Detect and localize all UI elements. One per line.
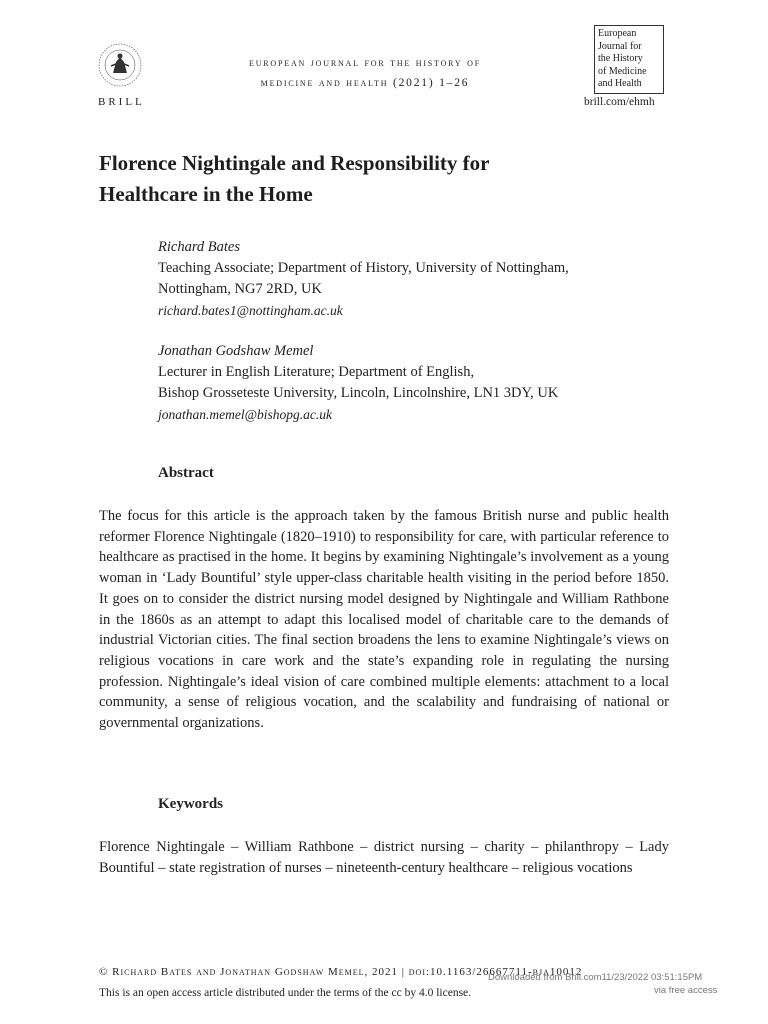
journal-box-line: and Health — [598, 78, 642, 89]
journal-running-head — [200, 53, 530, 93]
brill-seal-icon — [97, 42, 143, 88]
journal-title-box — [594, 25, 664, 94]
author-block-memel — [158, 341, 678, 425]
article-title — [99, 148, 659, 210]
author-name: Richard Bates — [158, 239, 241, 255]
publisher-logo — [94, 42, 146, 88]
journal-box-line: of Medicine — [598, 65, 647, 77]
keywords-heading: Keywords — [158, 796, 223, 812]
journal-box-line: the History — [598, 53, 643, 64]
title-line2: Healthcare in the Home — [99, 182, 313, 206]
abstract-text: The focus for this article is the approach taken by the famous British nurse and public health reformer Florence Nightingale (1820–1910) to responsibility for care, with particular reference to healthcare as practised in the home. It begins by examining Nightingale’s involvement as a young woman in ‘Lady Bountiful’ style upper-class charitable health visiting in the period before 1850. It goes on to consider the district nursing model designed by Nightingale and William Rathbone in the 1860s as an attempt to adapt this localised model of charitable care to the demands of industrial Victorian cities. The final section broadens the lens to examine Nightingale’s views on religious vocations in care work and the state’s expanding role in regulating the nursing profession. Nightingale’s ideal vision of care combined multiple elements: attachment to a local community, a sense of religious vocation, and the scalability and fundraising of national or governmental organizations. — [99, 508, 669, 732]
license-statement: This is an open access article distributed under the terms of the cc by 4.0 license. — [99, 987, 472, 999]
journal-box-line: European — [598, 28, 637, 39]
publisher-name: BRILL — [98, 96, 145, 108]
author-affiliation: Lecturer in English Literature; Department of English, — [158, 364, 475, 380]
author-affiliation: Nottingham, NG7 2RD, UK — [158, 281, 322, 297]
author-email-link[interactable]: jonathan.memel@bishopg.ac.uk — [158, 407, 333, 422]
author-name: Jonathan Godshaw Memel — [158, 343, 314, 359]
copyright-doi: © Richard Bates and Jonathan Godshaw Memel, 2021 | doi:10.1163/26667711-bja10012 — [99, 966, 583, 978]
title-line1: Florence Nightingale and Responsibility for — [99, 151, 490, 175]
author-email-link[interactable]: richard.bates1@nottingham.ac.uk — [158, 303, 343, 318]
download-stamp: Downloaded from Brill.com11/23/2022 03:51:15PM — [488, 972, 703, 983]
journal-box-line: Journal for — [598, 40, 642, 52]
author-affiliation: Teaching Associate; Department of History, University of Nottingham, — [158, 260, 569, 276]
download-via: via free access — [654, 985, 718, 996]
abstract-heading: Abstract — [158, 465, 214, 481]
keywords-text: Florence Nightingale – William Rathbone – district nursing – charity – philanthropy – Lady Bountiful – state registration of nurses – nineteenth-century healthcare – religious vocations — [99, 839, 669, 876]
journal-head-line1: european journal for the history of — [249, 57, 481, 69]
journal-head-line2: medicine and health (2021) 1–26 — [260, 77, 470, 89]
author-block-bates — [158, 237, 678, 321]
journal-url-link[interactable]: brill.com/ehmh — [584, 96, 655, 108]
author-affiliation: Bishop Grosseteste University, Lincoln, Lincolnshire, LN1 3DY, UK — [158, 385, 559, 401]
